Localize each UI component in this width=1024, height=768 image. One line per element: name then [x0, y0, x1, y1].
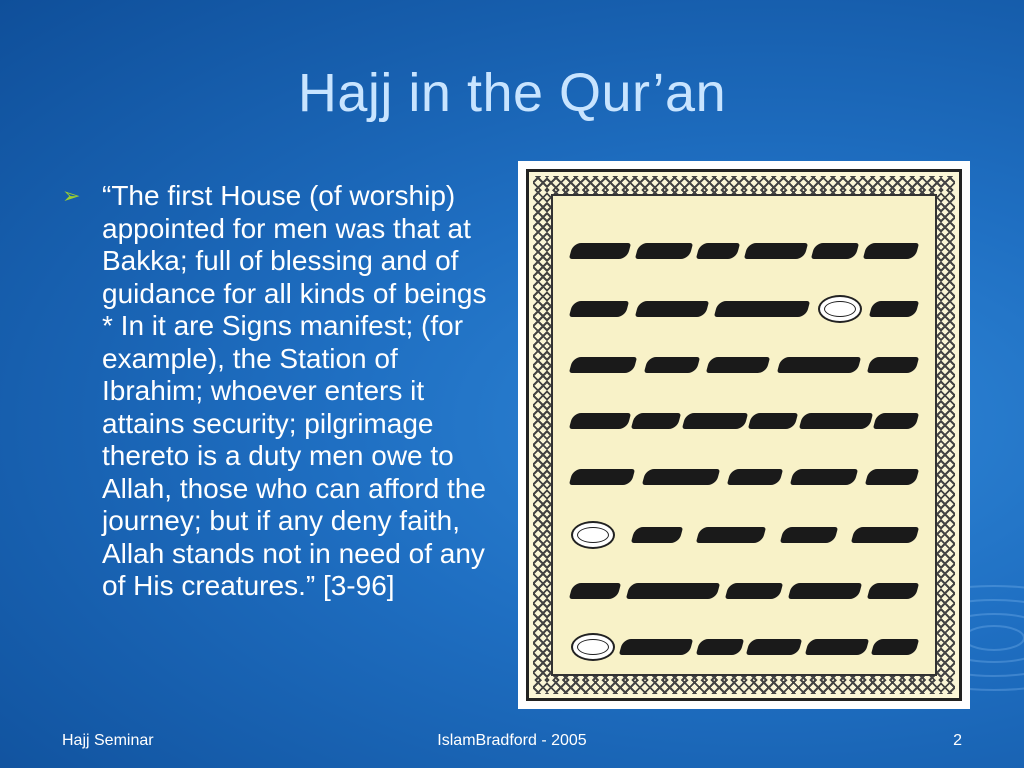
slide-title: Hajj in the Qur’an	[297, 63, 727, 123]
footer-page-number: 2	[953, 732, 962, 749]
ayah-marker-icon	[818, 295, 862, 323]
quran-page-image	[518, 161, 970, 709]
arabic-line	[571, 572, 917, 610]
arabic-line	[571, 458, 917, 496]
footer-left: Hajj Seminar	[62, 732, 154, 749]
arabic-line	[571, 402, 917, 440]
ayah-marker-icon	[571, 521, 615, 549]
bullet-text: “The first House (of worship) appointed for men was that at Bakka; full of blessing and of guidance for all kinds of beings * In it are Signs manifest; (for example), the Station of Ibrahim; whoever enters it attains security; pilgrimage thereto is a duty men owe to Allah, those who can afford the journey; but if any deny faith, Allah stands not in need of any of His creatures.” [3-96]	[102, 180, 487, 601]
arabic-line	[571, 628, 917, 666]
arabic-line	[571, 290, 917, 328]
footer-center: IslamBradford - 2005	[437, 732, 587, 749]
quran-page	[526, 169, 962, 701]
arabic-text-panel	[551, 194, 937, 676]
ayah-marker-icon	[571, 633, 615, 661]
bullet-arrow-icon: ➢	[62, 183, 81, 208]
arabic-line	[571, 346, 917, 384]
arabic-line	[571, 232, 917, 270]
bullet-list	[62, 180, 502, 603]
arabic-line	[571, 516, 917, 554]
